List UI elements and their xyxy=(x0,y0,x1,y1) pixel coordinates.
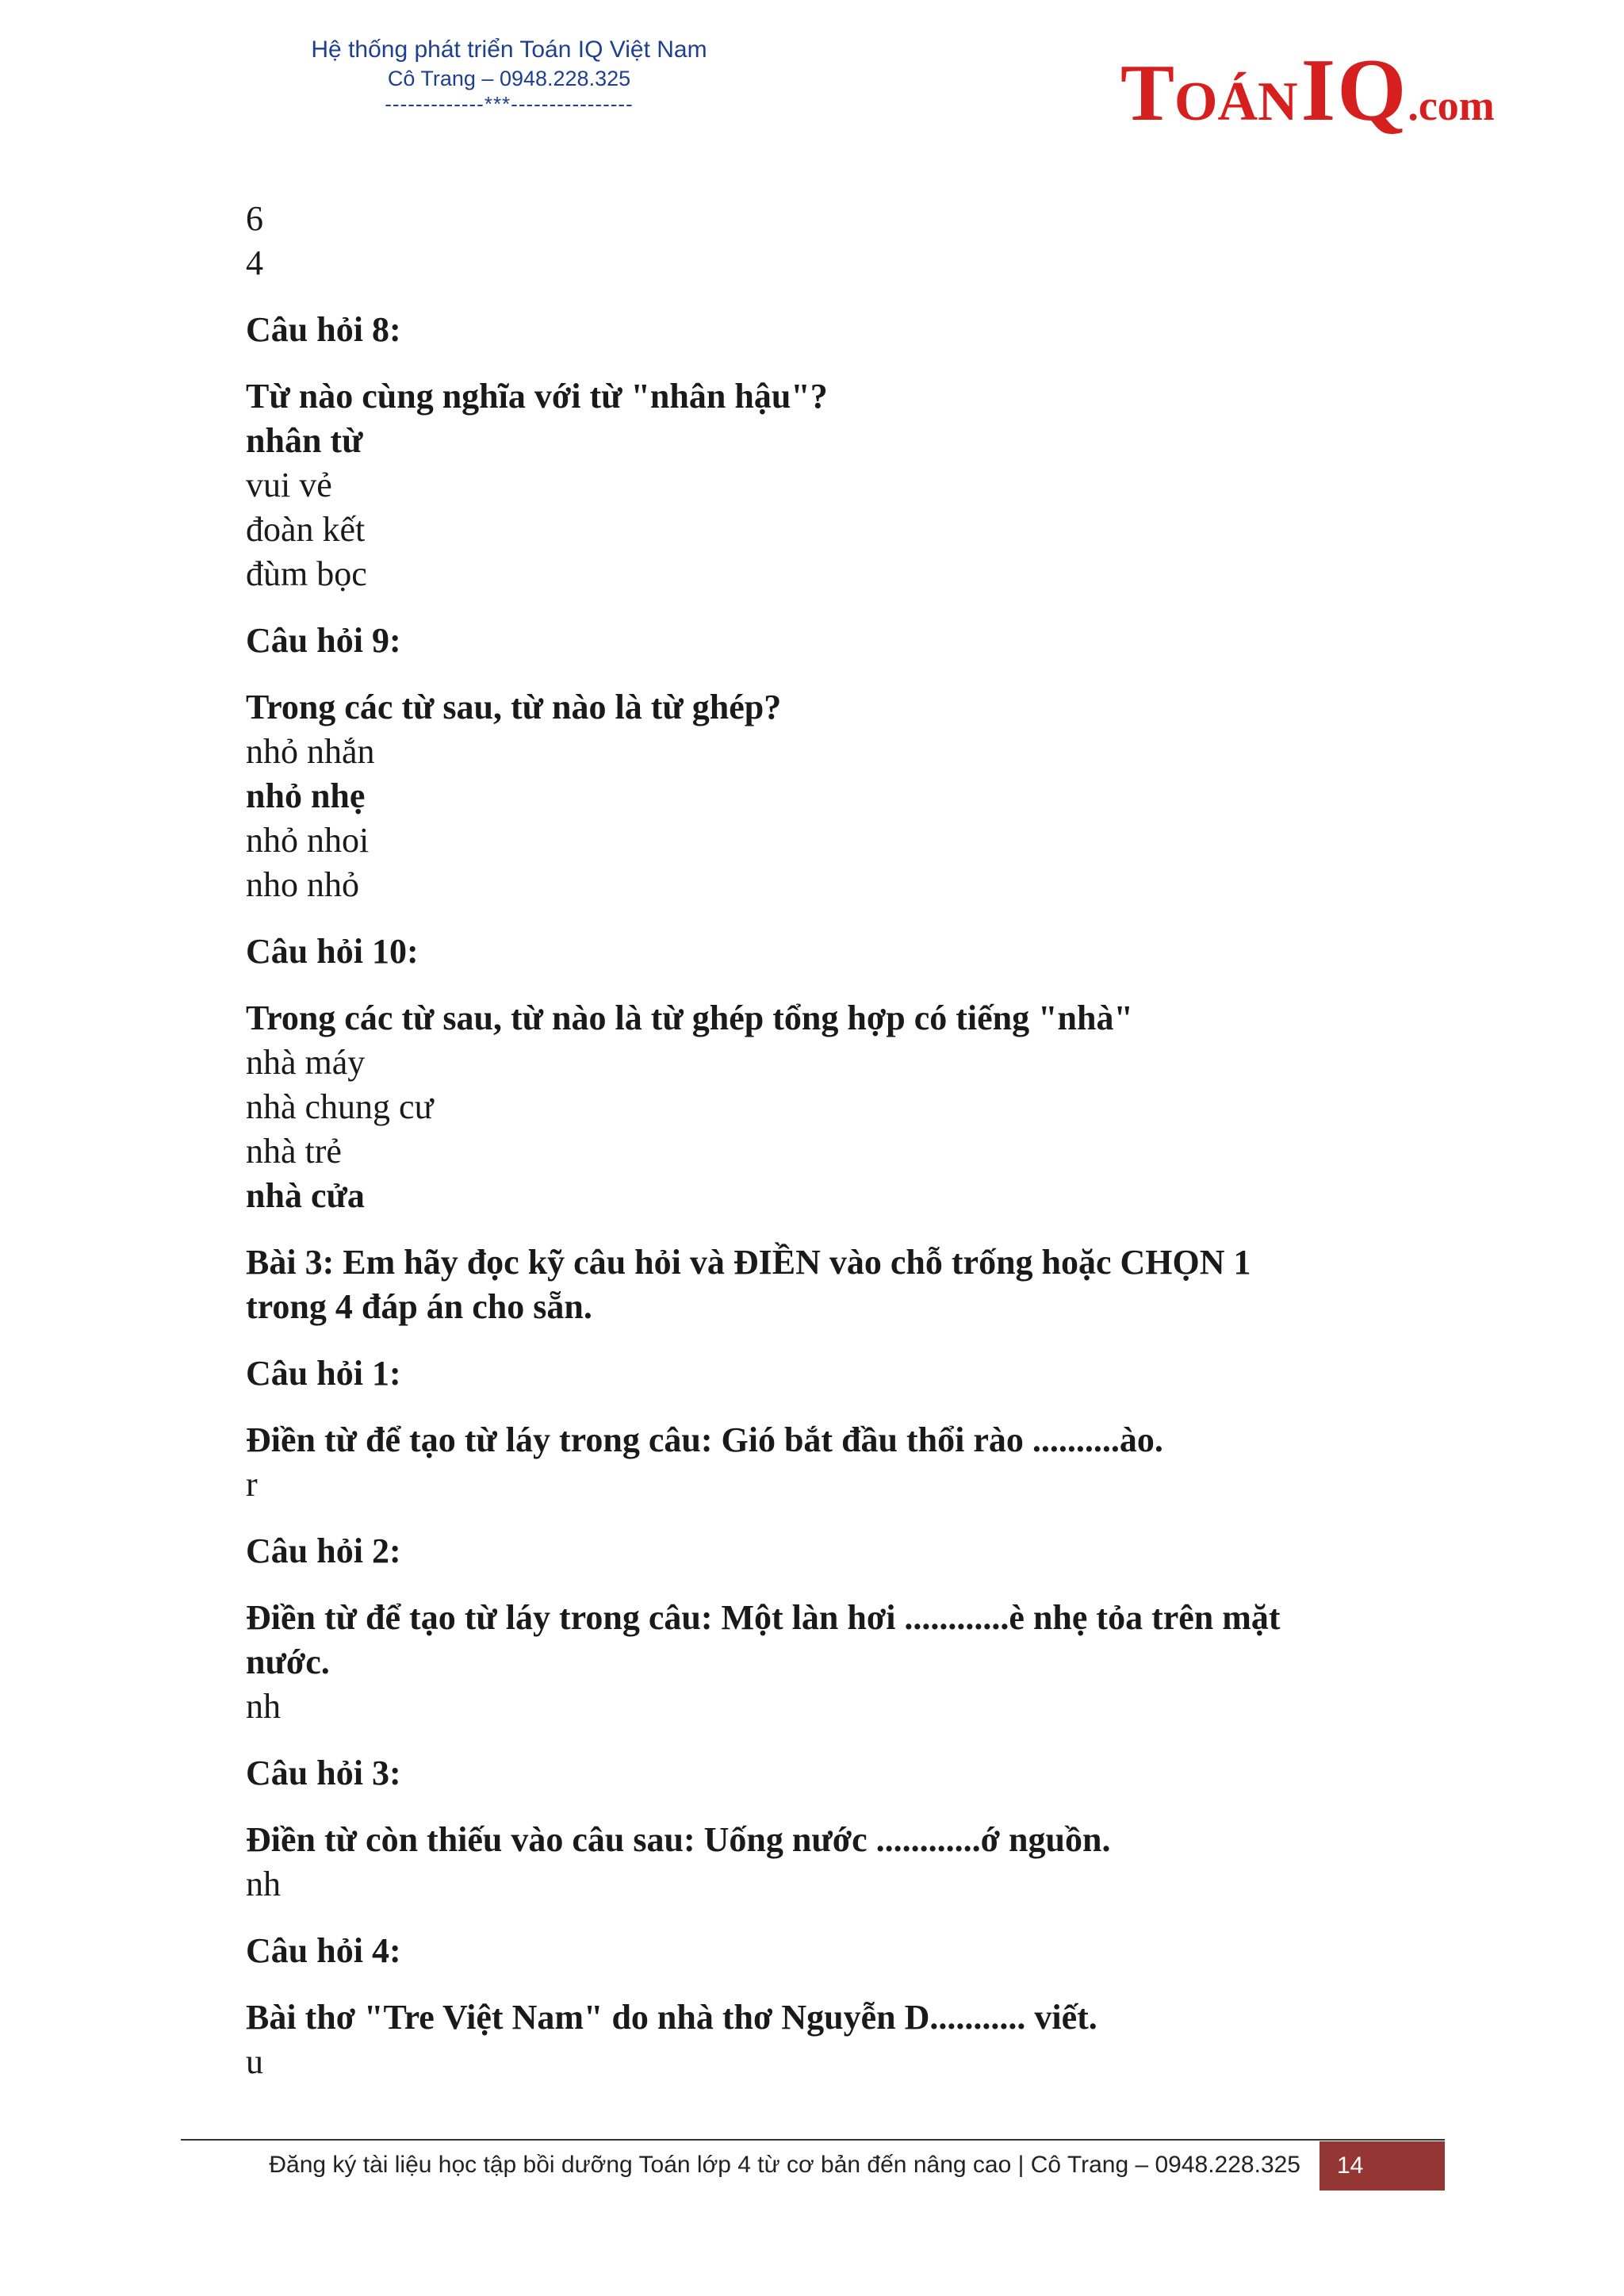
answer-text: nh xyxy=(246,1687,281,1726)
question-title: Câu hỏi 4: xyxy=(246,1931,401,1970)
option: nhỏ nhoi xyxy=(246,821,370,860)
answer-text: nh xyxy=(246,1865,281,1903)
footer-text: Đăng ký tài liệu học tập bồi dưỡng Toán lớp 4 từ cơ bản đến nâng cao | Cô Trang – 0948.228.325 xyxy=(269,2152,1300,2178)
question-text: Bài thơ "Tre Việt Nam" do nhà thơ Nguyễn D........... viết. xyxy=(246,1998,1097,2037)
question-text: nước. xyxy=(246,1642,330,1681)
answer-line: 4 xyxy=(246,243,263,282)
question-title: Câu hỏi 8: xyxy=(246,310,401,349)
option-correct: nhân từ xyxy=(246,421,363,460)
section-heading: Bài 3: Em hãy đọc kỹ câu hỏi và ĐIỀN vào chỗ trống hoặc CHỌN 1 xyxy=(246,1243,1251,1282)
footer-divider xyxy=(181,2139,1445,2141)
answer-text: u xyxy=(246,2042,263,2081)
question-title: Câu hỏi 1: xyxy=(246,1354,401,1393)
option: nhỏ nhắn xyxy=(246,732,375,771)
question-text: Điền từ để tạo từ láy trong câu: Một làn hơi ............è nhẹ tỏa trên mặt xyxy=(246,1598,1281,1637)
question-text: Điền từ còn thiếu vào câu sau: Uống nước ............ớ nguồn. xyxy=(246,1820,1111,1859)
option: nho nhỏ xyxy=(246,865,359,904)
header-org-name: Hệ thống phát triển Toán IQ Việt Nam xyxy=(311,36,707,63)
page-number: 14 xyxy=(1320,2141,1445,2191)
header-divider: -------------***---------------- xyxy=(385,92,634,116)
question-title: Câu hỏi 9: xyxy=(246,621,401,660)
question-text: Trong các từ sau, từ nào là từ ghép tổng hợp có tiếng "nhà" xyxy=(246,999,1133,1037)
question-title: Câu hỏi 10: xyxy=(246,932,419,971)
option: đùm bọc xyxy=(246,554,367,593)
option: nhà trẻ xyxy=(246,1132,342,1171)
section-heading: trong 4 đáp án cho sẵn. xyxy=(246,1287,592,1326)
option: đoàn kết xyxy=(246,510,366,549)
option: vui vẻ xyxy=(246,466,332,504)
answer-line: 6 xyxy=(246,199,263,238)
question-text: Từ nào cùng nghĩa với từ "nhân hậu"? xyxy=(246,377,828,416)
option: nhà chung cư xyxy=(246,1087,434,1126)
document-body xyxy=(246,197,1419,2084)
question-title: Câu hỏi 2: xyxy=(246,1531,401,1570)
question-title: Câu hỏi 3: xyxy=(246,1754,401,1792)
question-text: Điền từ để tạo từ láy trong câu: Gió bắt đầu thổi rào ..........ào. xyxy=(246,1420,1163,1459)
toaniq-logo: TOÁN IQ.com xyxy=(1120,41,1495,140)
question-text: Trong các từ sau, từ nào là từ ghép? xyxy=(246,688,782,726)
header-teacher-phone: Cô Trang – 0948.228.325 xyxy=(387,67,631,90)
option: nhà máy xyxy=(246,1043,366,1082)
header-contact xyxy=(303,35,715,116)
option-correct: nhỏ nhẹ xyxy=(246,776,366,815)
answer-text: r xyxy=(246,1465,258,1504)
option-correct: nhà cửa xyxy=(246,1176,365,1215)
